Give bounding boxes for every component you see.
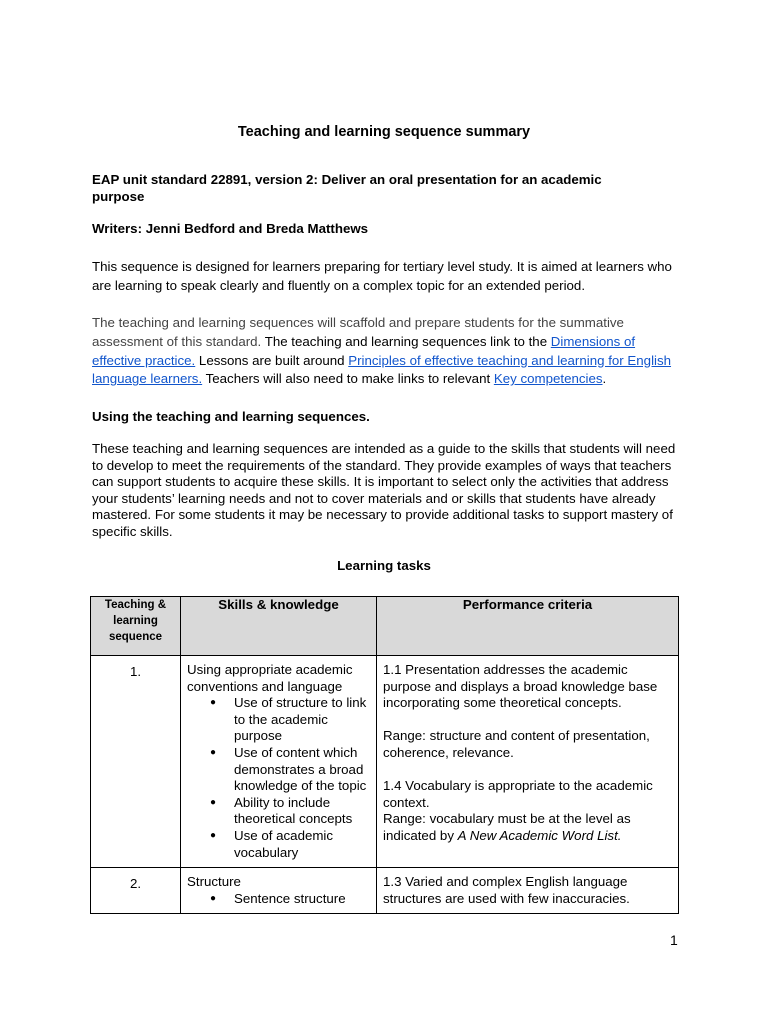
page-title: Teaching and learning sequence summary (237, 124, 531, 140)
learning-tasks-heading: Learning tasks (337, 558, 431, 573)
list-item: ● Use of academic vocabulary (234, 828, 370, 861)
scaffold-paragraph (92, 314, 684, 389)
table-row (91, 656, 679, 868)
page-number: 1 (670, 932, 678, 948)
header-sequence: Teaching & learning sequence (91, 597, 181, 656)
list-item: ● Use of content which demonstrates a broad knowledge of the topic (234, 745, 370, 795)
standard-heading: EAP unit standard 22891, version 2: Deliver an oral presentation for an academic purpose (92, 172, 602, 204)
criteria-cell (377, 868, 679, 914)
criteria-text: 1.4 Vocabulary is appropriate to the academic context. (383, 778, 653, 810)
using-paragraph: These teaching and learning sequences are intended as a guide to the skills that students will need to develop to meet the requirements of the standard. They provide examples of ways that teachers can support students to acquire these skills. It is important to select only the activities that address your students’ learning needs and not to cover materials and or skills that students have already mastered. For some students it may be necessary to provide additional tasks to support mastery of specific skills. (92, 441, 676, 539)
skills-cell (181, 656, 377, 868)
criteria-range-text: Range: vocabulary must be at the level as indicated by (383, 811, 631, 843)
criteria-text: 1.1 Presentation addresses the academic purpose and displays a broad knowledge base incorporating some theoretical concepts. (383, 662, 658, 711)
skill-title: Structure (187, 874, 241, 890)
header-criteria: Performance criteria (377, 597, 679, 656)
header-skills: Skills & knowledge (181, 597, 377, 656)
skill-bullet-list (187, 891, 370, 908)
using-heading: Using the teaching and learning sequences. (92, 409, 370, 424)
row-number: 2. (91, 868, 181, 914)
skill-title: Using appropriate academic conventions and language (187, 662, 353, 694)
learning-tasks-table (90, 596, 679, 914)
criteria-cell (377, 656, 679, 868)
list-item: ● Ability to include theoretical concepts (234, 795, 370, 828)
table-header-row (91, 597, 679, 656)
skill-bullet-list (187, 695, 370, 861)
list-item: ● Sentence structure (234, 891, 370, 908)
key-competencies-link[interactable]: Key competencies (493, 371, 603, 387)
scaffold-text-4: Teachers will also need to make links to relevant (202, 371, 494, 387)
skills-cell (181, 868, 377, 914)
word-list-title: A New Academic Word List. (457, 827, 622, 843)
scaffold-text-2: The teaching and learning sequences link to the (261, 333, 551, 349)
writers-line: Writers: Jenni Bedford and Breda Matthews (92, 221, 369, 236)
criteria-range (383, 811, 672, 844)
criteria-range: Range: structure and content of presentation, coherence, relevance. (383, 728, 650, 760)
scaffold-text-3: Lessons are built around (195, 352, 349, 368)
principles-link[interactable]: Principles of effective teaching and learning for English language learners. (92, 352, 672, 387)
row-number: 1. (91, 656, 181, 868)
scaffold-text-1: The teaching and learning sequences will scaffold and prepare students for the summative assessment of this standard. (92, 315, 624, 349)
criteria-text: 1.3 Varied and complex English language structures are used with few inaccuracies. (383, 874, 630, 906)
list-item: ● Use of structure to link to the academic purpose (234, 695, 370, 745)
dimensions-link[interactable]: Dimensions of effective practice. (92, 333, 636, 368)
table-row (91, 868, 679, 914)
intro-paragraph: This sequence is designed for learners preparing for tertiary level study. It is aimed at learners who are learning to speak clearly and fluently on a complex topic for an extended period. (92, 259, 672, 293)
scaffold-text-5: . (602, 371, 607, 387)
